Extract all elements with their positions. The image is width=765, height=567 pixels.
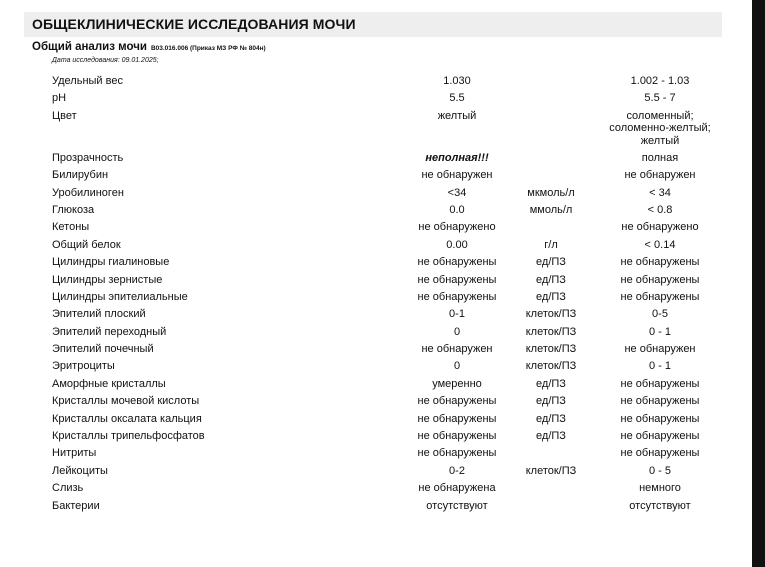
result-row (0, 168, 752, 185)
parameter-name: Эритроциты (52, 360, 115, 373)
result-value: <34 (447, 186, 467, 199)
result-row (0, 325, 752, 342)
parameter-name: Аморфные кристаллы (52, 377, 166, 390)
result-row (0, 238, 752, 255)
result-value: не обнаружена (418, 482, 496, 495)
reference-range: не обнаружен (624, 343, 696, 356)
result-unit: г/л (544, 238, 558, 251)
reference-range: полная (641, 151, 679, 164)
result-value: не обнаружены (417, 290, 497, 303)
parameter-name: Цвет (52, 109, 77, 122)
result-unit: ед/ПЗ (536, 290, 566, 303)
result-row (0, 377, 752, 394)
test-name: Общий анализ мочи (32, 41, 147, 53)
parameter-name: Удельный вес (52, 75, 123, 87)
result-value: 0-2 (449, 464, 465, 477)
result-value: 0-1 (449, 308, 465, 321)
reference-range: не обнаружены (620, 430, 700, 443)
result-row (0, 91, 752, 108)
parameter-name: Глюкоза (52, 203, 95, 216)
result-row (0, 464, 752, 481)
result-row (0, 429, 752, 446)
result-row (0, 203, 752, 220)
result-value: не обнаружены (417, 447, 497, 460)
parameter-name: Слизь (52, 482, 84, 495)
reference-range: соломенный; соломенно-желтый; желтый (609, 109, 711, 147)
reference-range: не обнаружены (620, 447, 700, 460)
result-unit: ед/ПЗ (536, 395, 566, 408)
result-row (0, 220, 752, 237)
parameter-name: Бактерии (52, 499, 100, 512)
result-unit: клеток/ПЗ (525, 308, 577, 321)
result-value: не обнаружены (417, 412, 497, 425)
result-value: 0.0 (449, 203, 465, 216)
result-row (0, 342, 752, 359)
result-row (0, 412, 752, 429)
parameter-name: Лейкоциты (52, 464, 108, 477)
section-title: ОБЩЕКЛИНИЧЕСКИЕ ИССЛЕДОВАНИЯ МОЧИ (24, 12, 722, 37)
result-unit: ед/ПЗ (536, 273, 566, 286)
result-row (0, 499, 752, 516)
result-unit: ед/ПЗ (536, 412, 566, 425)
reference-range: не обнаружены (620, 290, 700, 303)
result-value: не обнаружены (417, 430, 497, 443)
result-row (0, 151, 752, 168)
result-row (0, 186, 752, 203)
reference-range: не обнаружены (620, 412, 700, 425)
reference-range: немного (639, 482, 681, 495)
result-row (0, 255, 752, 272)
test-header (32, 41, 266, 55)
reference-range: < 0.8 (647, 203, 673, 216)
result-value: желтый (437, 109, 477, 122)
result-unit: ммоль/л (529, 203, 573, 216)
parameter-name: Цилиндры гиалиновые (52, 256, 170, 269)
result-unit: ед/ПЗ (536, 377, 566, 390)
parameter-name: pH (52, 92, 67, 105)
reference-range: не обнаружены (620, 273, 700, 286)
result-unit: клеток/ПЗ (525, 360, 577, 373)
reference-range: не обнаружены (620, 256, 700, 269)
parameter-name: Уробилиноген (52, 186, 124, 199)
reference-range: 0 - 1 (648, 325, 671, 338)
test-code: B03.016.006 (Приказ МЗ РФ № 804н) (150, 45, 266, 52)
reference-range: отсутствуют (629, 499, 691, 512)
reference-range: < 34 (649, 186, 671, 199)
parameter-name: Кристаллы оксалата кальция (52, 412, 202, 425)
result-row (0, 481, 752, 498)
result-unit: мкмоль/л (527, 186, 575, 199)
parameter-name: Эпителий плоский (52, 308, 146, 321)
result-value: не обнаружены (417, 256, 497, 269)
result-row (0, 290, 752, 307)
result-row (0, 394, 752, 411)
result-value: не обнаружено (418, 221, 496, 234)
parameter-name: Кристаллы трипельфосфатов (52, 430, 205, 443)
result-unit: ед/ПЗ (536, 256, 566, 269)
parameter-name: Прозрачность (52, 151, 124, 164)
reference-range: 5.5 - 7 (644, 92, 676, 105)
reference-range: 1.002 - 1.03 (630, 75, 690, 87)
result-value: не обнаружен (421, 169, 493, 182)
reference-range: 0 - 5 (648, 464, 671, 477)
result-row (0, 446, 752, 463)
parameter-name: Цилиндры эпителиальные (52, 290, 188, 303)
parameter-name: Эпителий почечный (52, 343, 154, 356)
result-value: 0 (453, 325, 461, 338)
reference-range: не обнаружены (620, 395, 700, 408)
results-table (0, 74, 752, 516)
viewer-edge (752, 0, 765, 567)
result-value: 0.00 (446, 238, 468, 251)
result-unit: клеток/ПЗ (525, 325, 577, 338)
parameter-name: Общий белок (52, 238, 121, 251)
reference-range: 0 - 1 (648, 360, 671, 373)
reference-range: не обнаружен (624, 169, 696, 182)
parameter-name: Эпителий переходный (52, 325, 167, 338)
result-row (0, 359, 752, 376)
result-value: отсутствуют (426, 499, 488, 512)
result-value-abnormal: неполная!!! (425, 151, 489, 164)
result-value: не обнаружен (421, 343, 493, 356)
result-row (0, 273, 752, 290)
result-unit: ед/ПЗ (536, 430, 566, 443)
result-value: умеренно (432, 377, 482, 390)
result-row (0, 109, 752, 151)
result-unit: клеток/ПЗ (525, 464, 577, 477)
parameter-name: Цилиндры зернистые (52, 273, 163, 286)
parameter-name: Кетоны (52, 221, 90, 234)
result-row (0, 307, 752, 324)
test-date: Дата исследования: 09.01.2025; (52, 57, 159, 64)
reference-range: не обнаружены (620, 377, 700, 390)
reference-range: < 0.14 (644, 238, 676, 251)
result-row (0, 74, 752, 91)
result-value: 1.030 (443, 75, 471, 87)
result-value: 0 (453, 360, 461, 373)
result-value: 5.5 (449, 92, 465, 105)
result-value: не обнаружены (417, 395, 497, 408)
parameter-name: Нитриты (52, 447, 97, 460)
result-value: не обнаружены (417, 273, 497, 286)
reference-range: не обнаружено (621, 221, 699, 234)
result-unit: клеток/ПЗ (525, 343, 577, 356)
reference-range: 0-5 (652, 308, 668, 321)
parameter-name: Кристаллы мочевой кислоты (52, 395, 200, 408)
parameter-name: Билирубин (52, 169, 109, 182)
